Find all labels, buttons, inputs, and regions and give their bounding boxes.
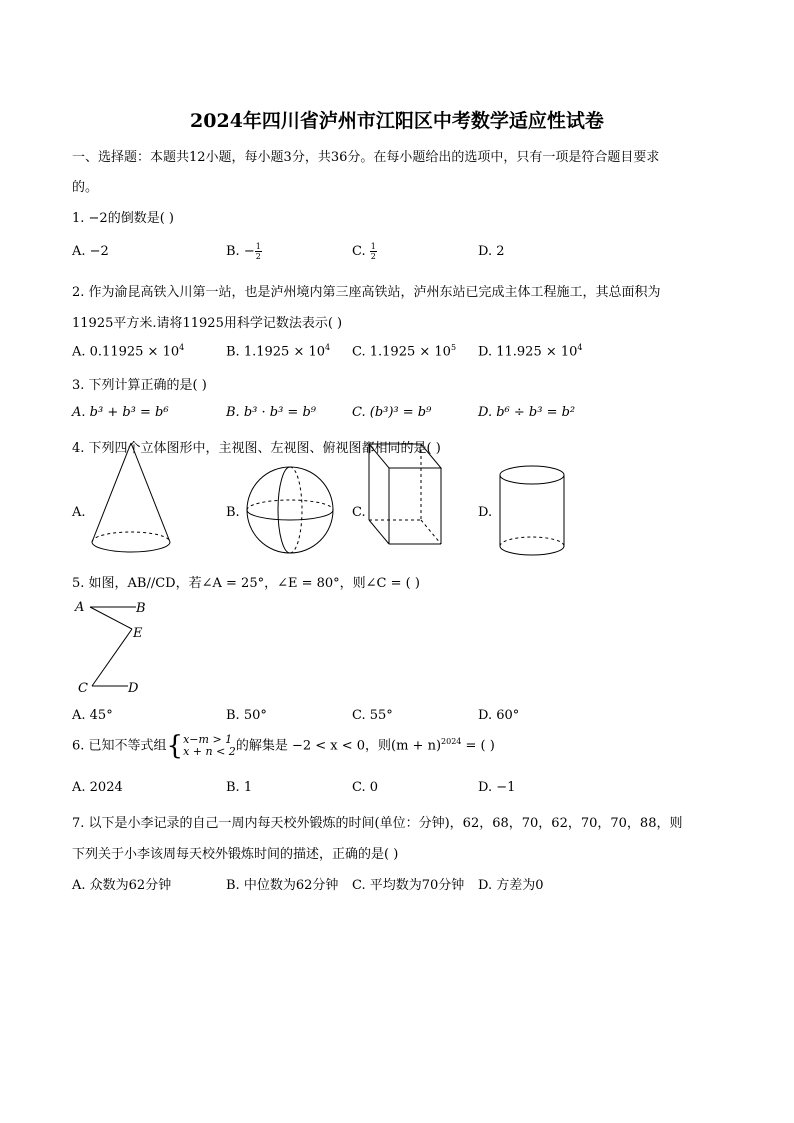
q6-exponent: 2024 [441,737,462,747]
q4-stem: 4. 下列四个立体图形中，主视图、左视图、俯视图都相同的是( ) [72,441,441,456]
page-title: 2024年四川省泸州市江阳区中考数学适应性试卷 [190,110,604,132]
q6-option-a: A. 2024 [72,780,123,795]
q7-option-b: B. 中位数为62分钟 [226,878,339,893]
sphere-figure [244,438,338,560]
parallel-lines-figure [70,596,160,698]
q1-option-a: A. −2 [72,244,109,259]
cylinder-figure [494,462,572,562]
q2-a-base: A. 0.11925 × 10 [72,344,180,360]
q3-option-a: A. b³ + b³ = b⁶ [72,405,169,420]
cone-figure [88,440,178,558]
q6-stem [72,733,495,759]
q2-option-a [72,343,184,359]
q6-inequality-2: x + n < 2 [183,745,236,758]
q2-option-d [478,343,583,359]
q4-option-d-label: D. [478,505,493,520]
q5-option-c: C. 55° [352,708,393,723]
section-instructions-line2: 的。 [72,180,99,195]
q6-middle: 的解集是 −2 < x < 0，则(m + n) [235,738,442,754]
q2-option-b [226,343,330,359]
q2-b-exp: 4 [325,343,331,352]
q1-stem: 1. −2的倒数是( ) [72,211,174,226]
q1-b-numerator: 1 [255,242,261,251]
q6-brace: { [166,731,184,761]
q1-option-c-fraction [370,242,377,261]
q5-stem: 5. 如图，AB//CD，若∠A = 25°，∠E = 80°，则∠C = ( ) [72,576,420,591]
q3-option-b: B. b³ · b³ = b⁹ [226,405,316,420]
q6-option-b: B. 1 [226,780,253,795]
q6-option-c: C. 0 [352,780,379,795]
q1-b-denominator: 2 [255,252,261,261]
q6-option-d: D. −1 [478,780,516,795]
q7-option-c: C. 平均数为70分钟 [352,878,465,893]
q1-option-b-fraction [255,242,262,261]
q7-option-a: A. 众数为62分钟 [72,878,172,893]
q1-option-c-prefix: C. [352,244,370,259]
q3-option-d: D. b⁶ ÷ b³ = b² [478,405,576,420]
q1-option-b [226,242,262,261]
q7-stem-line2: 下列关于小李该周每天校外锻炼时间的描述，正确的是( ) [72,847,399,862]
q2-b-base: B. 1.1925 × 10 [226,344,326,360]
q2-c-exp: 5 [450,343,457,352]
q6-inequality-1: x−m > 1 [183,733,233,746]
section-instructions-line1: 一、选择题：本题共12小题，每小题3分，共36分。在每小题给出的选项中，只有一项是符合题目要求 [72,150,660,165]
q4-option-b-label: B. [226,505,240,520]
q7-stem-line1: 7. 以下是小李记录的自己一周内每天校外锻炼的时间(单位：分钟)，62，68，70，62，70，70，88，则 [72,816,683,831]
label-c: C [78,681,88,696]
q2-c-base: C. 1.1925 × 10 [352,344,451,360]
q1-option-c [352,242,377,261]
q1-option-d: D. 2 [478,244,505,259]
label-a: A [75,600,85,615]
label-e: E [133,626,143,641]
q5-option-d: D. 60° [478,708,520,723]
q2-stem-line1: 2. 作为渝昆高铁入川第一站，也是泸州境内第三座高铁站，泸州东站已完成主体工程施工，其总面积为 [72,285,661,300]
q3-option-c: C. (b³)³ = b⁹ [352,405,432,420]
q5-option-a: A. 45° [72,708,113,723]
q2-d-base: D. 11.925 × 10 [478,344,578,360]
q5-option-b: B. 50° [226,708,267,723]
triangular-prism-figure [365,440,447,552]
q1-option-b-prefix: B. − [226,244,255,259]
q3-stem: 3. 下列计算正确的是( ) [72,378,207,393]
label-d: D [128,681,139,696]
q2-stem-line2: 11925平方米.请将11925用科学记数法表示( ) [72,316,343,331]
q7-option-d: D. 方差为0 [478,878,544,893]
q4-option-c-label: C. [352,505,366,520]
q6-suffix: = ( ) [461,738,495,754]
q6-prefix: 6. 已知不等式组 [72,738,167,754]
q2-d-exp: 4 [577,343,583,352]
q1-c-numerator: 1 [370,242,376,251]
q4-option-a-label: A. [72,505,86,520]
q2-option-c [352,343,456,359]
q6-inequality-system [183,734,236,758]
q1-c-denominator: 2 [370,252,376,261]
label-b: B [136,601,146,616]
q2-a-exp: 4 [179,343,185,352]
